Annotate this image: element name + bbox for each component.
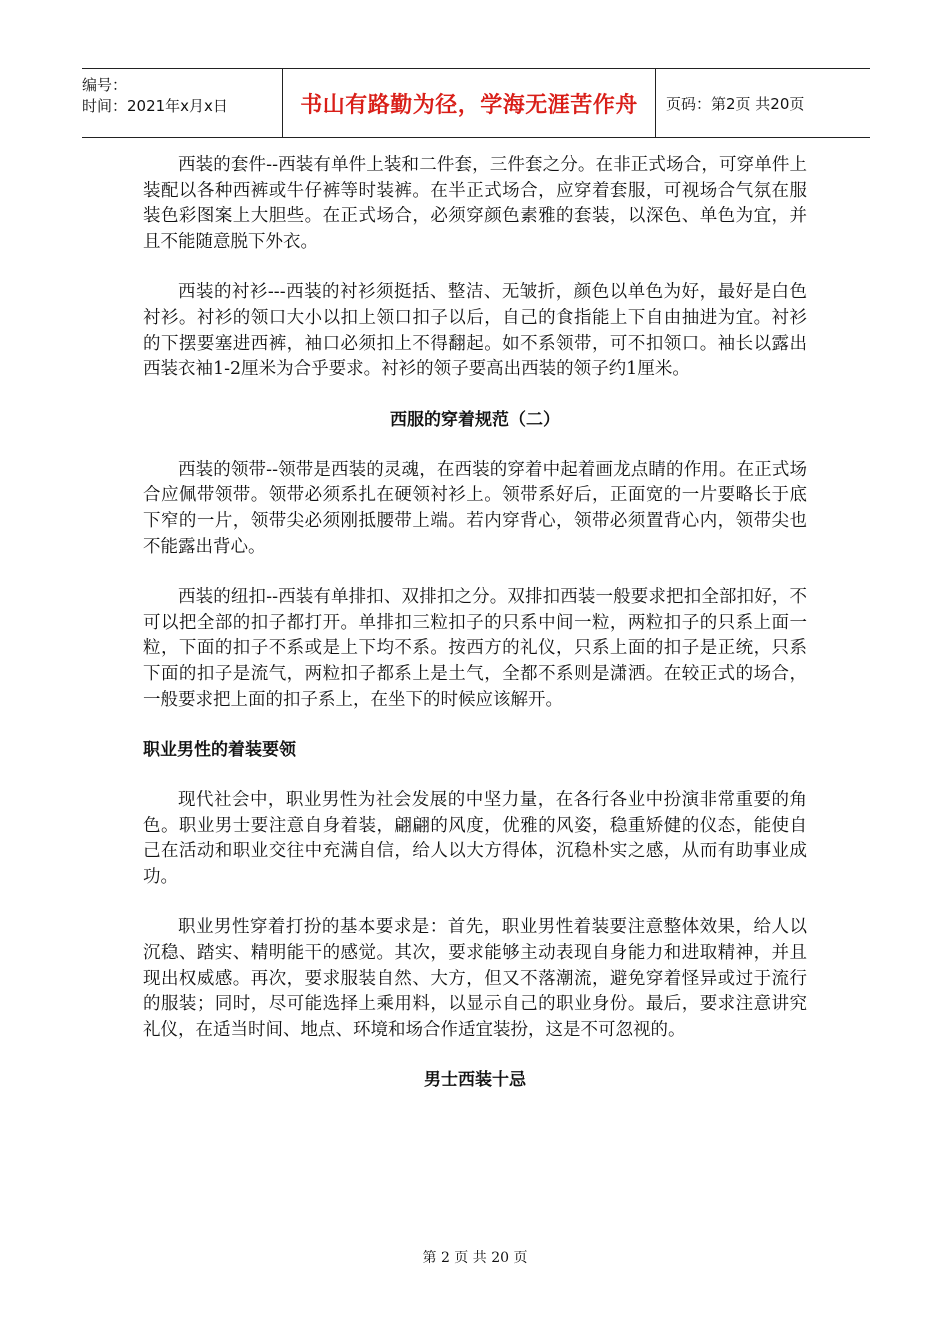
paragraph-suit-buttons: 西装的纽扣--西装有单排扣、双排扣之分。双排扣西装一般要求把扣全部扣好，不可以把全部的扣子都打开。单排扣三粒扣子的只系中间一粒，两粒扣子的只系上面一粒，下面的扣子不系或是上下均不系。按西方的礼仪，只系上面的扣子是正统，只系下面的扣子是流气，两粒扣子都系上是土气，全都不系则是潇洒。在较正式的场合，一般要求把上面的扣子系上，在坐下的时候应该解开。 [143,587,807,710]
document-date-label: 时间：2021年x月x日 [82,97,228,115]
document-number-label: 编号： [82,76,128,94]
paragraph-professional-men-role: 现代社会中，职业男性为社会发展的中坚力量，在各行各业中扮演非常重要的角色。职业男士要注意自身着装，翩翩的风度，优雅的风姿，稳重矫健的仪态，能使自己在活动和职业交往中充满自信，给人以大方得体，沉稳朴实之感，从而有助事业成功。 [143,790,807,887]
header-motto: 书山有路勤为径，学海无涯苦作舟 [282,69,656,137]
section-heading-dress-code-2: 西服的穿着规范（二） [390,409,560,430]
section-heading-ten-taboos: 男士西装十忌 [424,1070,526,1091]
paragraph-suit-shirt: 西装的衬衫---西装的衬衫须挺括、整洁、无皱折，颜色以单色为好，最好是白色衬衫。衬衫的领口大小以扣上领口扣子以后，自己的食指能上下自由抽进为宜。衬衫的下摆要塞进西裤，袖口必须扣上不得翻起。如不系领带，可不扣领口。袖长以露出西装衣袖1-2厘米为合乎要求。衬衫的领子要高出西装的领子约1厘米。 [143,282,807,380]
paragraph-suit-sets: 西装的套件--西装有单件上装和二件套，三件套之分。在非正式场合，可穿单件上装配以各种西裤或牛仔裤等时装裤。在半正式场合，应穿着套服，可视场合气氛在服装色彩图案上大胆些。在正式场合，必须穿颜色素雅的套装，以深色、单色为宜，并且不能随意脱下外衣。 [143,155,807,252]
paragraph-suit-tie: 西装的领带--领带是西装的灵魂，在西装的穿着中起着画龙点睛的作用。在正式场合应佩带领带。领带必须系扎在硬领衬衫上。领带系好后，正面宽的一片要略长于底下窄的一片，领带尖必须刚抵腰带上端。若内穿背心，领带必须置背心内，领带尖也不能露出背心。 [143,459,807,557]
page-header [82,68,870,138]
section-heading-professional-men: 职业男性的着装要领 [143,740,296,761]
page-footer: 第 2 页 共 20 页 [422,1250,528,1266]
paragraph-professional-men-requirements: 职业男性穿着打扮的基本要求是：首先，职业男性着装要注意整体效果，给人以沉稳、踏实、精明能干的感觉。其次，要求能够主动表现自身能力和进取精神，并且现出权威感。再次，要求服装自然、大方，但又不落潮流，避免穿着怪异或过于流行的服装；同时，尽可能选择上乘用料，以显示自己的职业身份。最后，要求注意讲究礼仪，在适当时间、地点、环境和场合作适宜装扮，这是不可忽视的。 [143,917,807,1040]
header-page-label: 页码：第2页 共20页 [666,94,805,113]
document-body [143,153,807,1093]
header-meta [82,69,282,137]
